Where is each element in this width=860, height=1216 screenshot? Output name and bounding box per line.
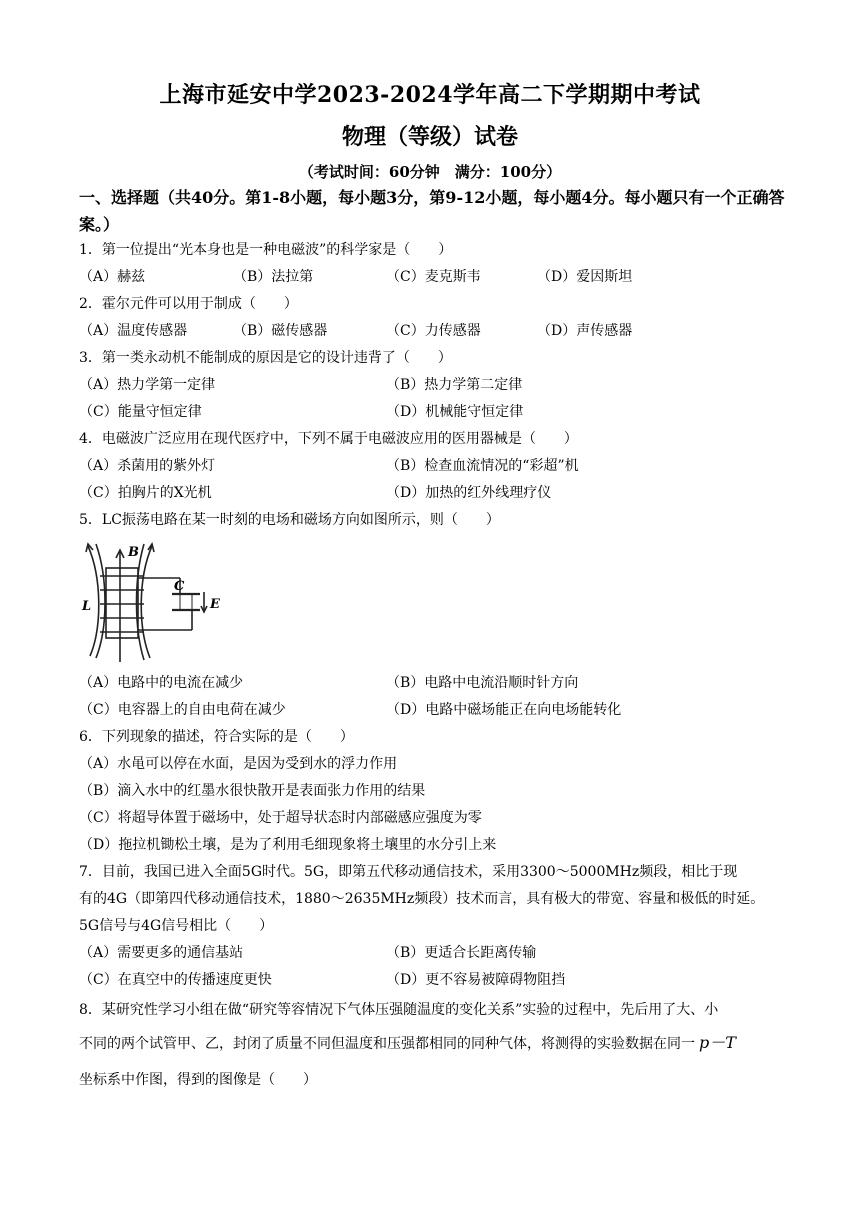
question-7-stem-line1: 7．目前，我国已进入全面5G时代。5G，即第五代移动通信技术，采用3300～5000MHz频段，相比于现: [79, 864, 738, 880]
question-3-option-d: （D）机械能守恒定律: [386, 404, 524, 420]
question-6-option-c: （C）将超导体置于磁场中，处于超导状态时内部磁感应强度为零: [79, 810, 482, 826]
exam-subject-title: 物理（等级）试卷: [341, 124, 518, 150]
question-3-stem: 3．第一类永动机不能制成的原因是它的设计违背了（ ）: [79, 350, 452, 366]
label-e: E: [210, 597, 220, 612]
question-5-option-a: （A）电路中的电流在减少: [79, 675, 244, 691]
question-8-stem-line1: 8．某研究性学习小组在做“研究等容情况下气体压强随温度的变化关系”实验的过程中，先后用了大、小: [79, 1002, 719, 1018]
question-8-stem-line2-text: 不同的两个试管甲、乙，封闭了质量不同但温度和压强都相同的同种气体，将测得的实验数据在同一: [79, 1036, 695, 1052]
question-3-option-a: （A）热力学第一定律: [79, 377, 216, 393]
question-4-option-b: （B）检查血流情况的“彩超”机: [386, 458, 579, 474]
question-7-stem-line2: 有的4G（即第四代移动通信技术，1880～2635MHz频段）技术而言，具有极大的带宽、容量和极低的时延。: [79, 891, 765, 907]
question-7-option-b: （B）更适合长距离传输: [386, 945, 537, 961]
question-5-option-d: （D）电路中磁场能正在向电场能转化: [386, 702, 622, 718]
question-8-stem-line3: 坐标系中作图，得到的图像是（ ）: [79, 1072, 317, 1088]
question-4-option-a: （A）杀菌用的紫外灯: [79, 458, 216, 474]
question-2-option-b: （B）磁传感器: [233, 323, 328, 339]
question-6-option-b: （B）滴入水中的红墨水很快散开是表面张力作用的结果: [79, 783, 426, 799]
question-7-stem-line3: 5G信号与4G信号相比（ ）: [79, 918, 274, 934]
question-2-option-d: （D）声传感器: [537, 323, 633, 339]
exam-title: 上海市延安中学2023-2024学年高二下学期期中考试: [159, 82, 701, 108]
question-5-option-c: （C）电容器上的自由电荷在减少: [79, 702, 286, 718]
question-4-option-d: （D）加热的红外线理疗仪: [386, 485, 552, 501]
label-c: C: [174, 579, 185, 594]
question-7-option-a: （A）需要更多的通信基站: [79, 945, 244, 961]
question-1-option-d: （D）爱因斯坦: [537, 269, 633, 285]
question-6-option-d: （D）拖拉机锄松土壤，是为了利用毛细现象将土壤里的水分引上来: [79, 837, 497, 853]
question-6-stem: 6．下列现象的描述，符合实际的是（ ）: [79, 729, 354, 745]
question-2-option-a: （A）温度传感器: [79, 323, 188, 339]
label-b: B: [128, 545, 139, 560]
question-4-option-c: （C）拍胸片的X光机: [79, 485, 212, 501]
question-3-option-c: （C）能量守恒定律: [79, 404, 202, 420]
lc-circuit-figure: [80, 538, 230, 664]
question-5-option-b: （B）电路中电流沿顺时针方向: [386, 675, 579, 691]
question-5-stem: 5．LC振荡电路在某一时刻的电场和磁场方向如图所示，则（ ）: [79, 512, 500, 528]
exam-info: （考试时间：60分钟 满分：100分）: [298, 163, 562, 181]
question-1-option-a: （A）赫兹: [79, 269, 146, 285]
question-6-option-a: （A）水黾可以停在水面，是因为受到水的浮力作用: [79, 756, 398, 772]
question-4-stem: 4．电磁波广泛应用在现代医疗中，下列不属于电磁波应用的医用器械是（ ）: [79, 431, 578, 447]
question-8-stem-line2: [79, 1033, 736, 1054]
pt-math: p－T: [699, 1033, 736, 1052]
question-7-option-c: （C）在真空中的传播速度更快: [79, 972, 272, 988]
question-7-option-d: （D）更不容易被障碍物阻挡: [386, 972, 566, 988]
question-2-stem: 2．霍尔元件可以用于制成（ ）: [79, 296, 298, 312]
label-l: L: [82, 599, 92, 614]
question-3-option-b: （B）热力学第二定律: [386, 377, 523, 393]
section-heading: 一、选择题（共40分。第1-8小题，每小题3分，第9-12小题，每小题4分。每小题只有一个正确答案。）: [79, 188, 785, 234]
question-1-stem: 1．第一位提出“光本身也是一种电磁波”的科学家是（ ）: [79, 242, 453, 258]
question-1-option-c: （C）麦克斯韦: [386, 269, 481, 285]
question-1-option-b: （B）法拉第: [233, 269, 314, 285]
question-2-option-c: （C）力传感器: [386, 323, 481, 339]
